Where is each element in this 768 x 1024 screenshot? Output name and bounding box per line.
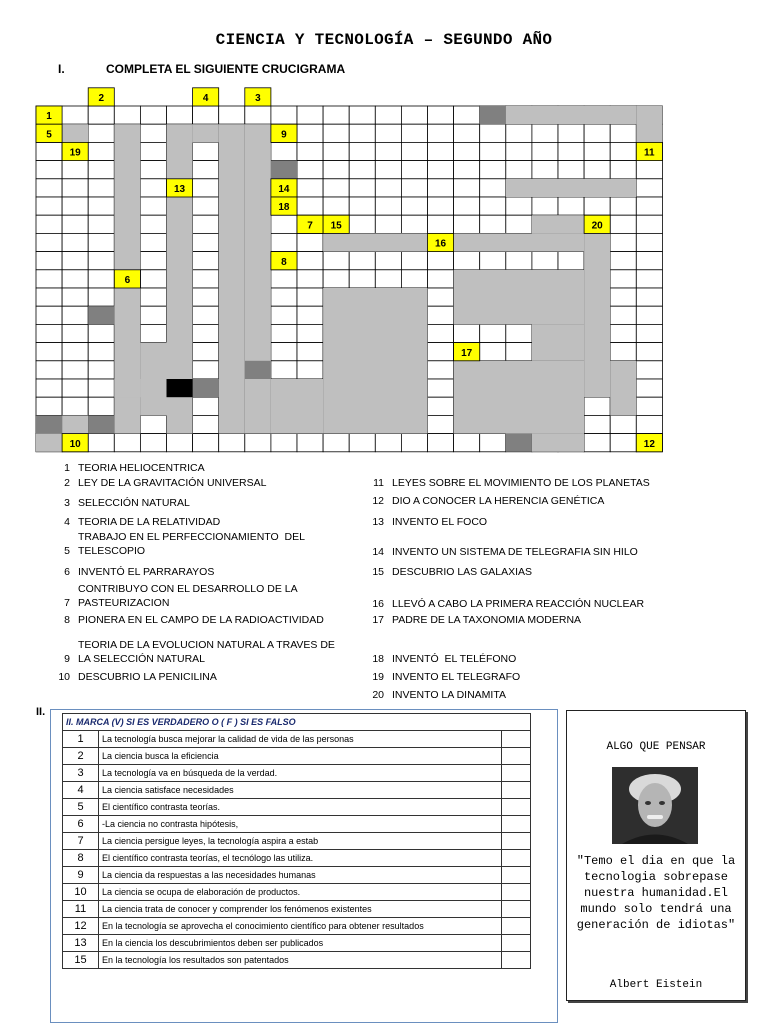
clue-number: 2 bbox=[98, 93, 105, 104]
table-row bbox=[63, 731, 531, 748]
row-number: 15 bbox=[63, 952, 99, 969]
clue-number: 15 bbox=[330, 220, 342, 232]
statement-text: La ciencia da respuestas a las necesidades humanas bbox=[99, 867, 502, 884]
clue-number: 8 bbox=[281, 256, 287, 268]
answer-cell[interactable] bbox=[502, 799, 531, 816]
table-row bbox=[63, 765, 531, 782]
clue-item-text: INVENTÓ EL TELÉFONO bbox=[392, 653, 517, 665]
statement-text: La tecnología va en búsqueda de la verdad. bbox=[99, 765, 502, 782]
clue-number: 10 bbox=[69, 438, 81, 450]
row-number: 7 bbox=[63, 833, 99, 850]
statement-text: La ciencia persigue leyes, la tecnología aspira a estab bbox=[99, 833, 502, 850]
clue-item-text: DESCUBRIO LA PENICILINA bbox=[78, 671, 217, 683]
statement-text: La tecnología busca mejorar la calidad de vida de las personas bbox=[99, 731, 502, 748]
answer-cell[interactable] bbox=[502, 867, 531, 884]
table-row bbox=[63, 816, 531, 833]
table-row bbox=[63, 867, 531, 884]
quote-title: ALGO QUE PENSAR bbox=[606, 741, 706, 753]
clue-item-text: INVENTO EL FOCO bbox=[392, 516, 488, 528]
page-title: CIENCIA Y TECNOLOGÍA – SEGUNDO AÑO bbox=[215, 31, 553, 49]
clue-item-text: LEY DE LA GRAVITACIÓN UNIVERSAL bbox=[78, 477, 267, 489]
statement-text: El científico contrasta teorías, el tecnólogo las utiliza. bbox=[99, 850, 502, 867]
clue-number: 1 bbox=[46, 111, 52, 123]
table-row bbox=[63, 850, 531, 867]
section-1-number: I. bbox=[58, 62, 65, 76]
true-false-header-row bbox=[63, 714, 531, 731]
true-false-header: II. MARCA (V) SI ES VERDADERO O ( F ) SI ES FALSO bbox=[63, 714, 531, 731]
clue-item-text: CONTRIBUYO CON EL DESARROLLO DE LA PASTEURIZACION bbox=[78, 583, 298, 609]
answer-cell[interactable] bbox=[502, 884, 531, 901]
clue-item-number: 11 bbox=[373, 477, 384, 489]
clue-number: 18 bbox=[278, 202, 290, 214]
table-row bbox=[63, 935, 531, 952]
quote-author: Albert Eistein bbox=[609, 979, 703, 991]
row-number: 6 bbox=[63, 816, 99, 833]
clue-item-number: 14 bbox=[372, 546, 384, 558]
answer-cell[interactable] bbox=[502, 935, 531, 952]
true-false-table bbox=[62, 713, 531, 969]
statement-text: En la tecnología los resultados son patentados bbox=[99, 952, 502, 969]
row-number: 10 bbox=[63, 884, 99, 901]
clue-number: 13 bbox=[173, 184, 186, 195]
clue-item-number: 19 bbox=[372, 671, 384, 683]
table-row bbox=[63, 799, 531, 816]
table-row bbox=[63, 901, 531, 918]
row-number: 5 bbox=[63, 799, 99, 816]
row-number: 2 bbox=[63, 748, 99, 765]
clue-number: 5 bbox=[46, 129, 52, 141]
clue-item-number: 9 bbox=[64, 653, 70, 665]
answer-cell[interactable] bbox=[502, 850, 531, 867]
clue-number: 6 bbox=[124, 275, 131, 286]
clue-number: 3 bbox=[255, 93, 261, 104]
quote-panel bbox=[566, 710, 746, 1001]
clue-item-text: TEORIA DE LA RELATIVIDAD bbox=[78, 516, 221, 528]
answer-cell[interactable] bbox=[502, 816, 531, 833]
quote-text: "Temo el dia en que la tecnologia sobrepase nuestra humanidad.El mundo solo tendrá una generación de idiotas" bbox=[576, 854, 736, 932]
clue-item-number: 3 bbox=[64, 497, 70, 509]
statement-text: -La ciencia no contrasta hipótesis, bbox=[99, 816, 502, 833]
clue-number: 9 bbox=[281, 129, 287, 141]
section-2-number: II. bbox=[36, 706, 46, 718]
clue-item-number: 12 bbox=[372, 495, 384, 507]
table-row bbox=[63, 782, 531, 799]
clue-item-text: TEORIA DE LA EVOLUCION NATURAL A TRAVES DE LA SELECCIÓN NATURAL bbox=[78, 639, 335, 665]
statement-text: En la ciencia los descubrimientos deben ser publicados bbox=[99, 935, 502, 952]
statement-text: La ciencia trata de conocer y comprender los fenómenos existentes bbox=[99, 901, 502, 918]
clue-item-number: 20 bbox=[372, 689, 384, 701]
table-row bbox=[63, 748, 531, 765]
clue-item-text: LLEVÓ A CABO LA PRIMERA REACCIÓN NUCLEAR bbox=[392, 598, 645, 610]
clue-item-number: 10 bbox=[58, 671, 70, 683]
section-1-title: COMPLETA EL SIGUIENTE CRUCIGRAMA bbox=[106, 62, 346, 76]
row-number: 3 bbox=[63, 765, 99, 782]
clue-item-number: 8 bbox=[64, 614, 70, 626]
clue-number: 7 bbox=[307, 220, 313, 232]
clue-item-number: 7 bbox=[64, 597, 70, 609]
clue-number: 11 bbox=[644, 147, 655, 159]
statement-text: La ciencia busca la eficiencia bbox=[99, 748, 502, 765]
table-row bbox=[63, 952, 531, 969]
clue-number: 14 bbox=[278, 184, 290, 195]
row-number: 12 bbox=[63, 918, 99, 935]
row-number: 11 bbox=[63, 901, 99, 918]
clue-item-text: DESCUBRIO LAS GALAXIAS bbox=[392, 566, 533, 578]
clue-item-number: 17 bbox=[372, 614, 384, 626]
clue-item-number: 1 bbox=[64, 462, 70, 474]
clue-number: 20 bbox=[591, 220, 603, 232]
table-row bbox=[63, 833, 531, 850]
clue-item-number: 15 bbox=[372, 566, 384, 578]
clue-number: 17 bbox=[461, 347, 473, 359]
statement-text: La ciencia se ocupa de elaboración de productos. bbox=[99, 884, 502, 901]
portrait-image bbox=[612, 767, 698, 844]
clue-item-text: TRABAJO EN EL PERFECCIONAMIENTO DEL TELESCOPIO bbox=[78, 531, 305, 557]
clue-number: 19 bbox=[69, 147, 81, 159]
clue-item-number: 16 bbox=[372, 598, 384, 610]
clue-item-text: PIONERA EN EL CAMPO DE LA RADIOACTIVIDAD bbox=[78, 614, 324, 626]
row-number: 9 bbox=[63, 867, 99, 884]
clue-item-text: DIO A CONOCER LA HERENCIA GENÉTICA bbox=[392, 495, 605, 507]
row-number: 13 bbox=[63, 935, 99, 952]
clue-item-number: 4 bbox=[64, 516, 70, 528]
clue-item-text: TEORIA HELIOCENTRICA bbox=[78, 462, 205, 474]
row-number: 4 bbox=[63, 782, 99, 799]
clue-number: 16 bbox=[434, 238, 447, 250]
answer-cell[interactable] bbox=[502, 952, 531, 969]
statement-text: El científico contrasta teorías. bbox=[99, 799, 502, 816]
clue-item-text: INVENTO EL TELEGRAFO bbox=[392, 671, 521, 683]
clue-item-text: SELECCIÓN NATURAL bbox=[78, 497, 190, 509]
answer-cell[interactable] bbox=[502, 731, 531, 748]
clue-number: 4 bbox=[202, 93, 209, 104]
clue-item-number: 2 bbox=[64, 477, 70, 489]
clue-item-number: 13 bbox=[372, 516, 384, 528]
answer-cell[interactable] bbox=[502, 833, 531, 850]
clue-item-text: LEYES SOBRE EL MOVIMIENTO DE LOS PLANETAS bbox=[392, 477, 650, 489]
answer-cell[interactable] bbox=[502, 782, 531, 799]
clue-number: 12 bbox=[643, 438, 655, 450]
clue-item-number: 6 bbox=[64, 566, 70, 578]
clue-item-text: INVENTO LA DINAMITA bbox=[392, 689, 506, 701]
clue-item-number: 5 bbox=[64, 545, 70, 557]
answer-cell[interactable] bbox=[502, 918, 531, 935]
table-row bbox=[63, 918, 531, 935]
clue-item-text: INVENTO UN SISTEMA DE TELEGRAFIA SIN HILO bbox=[392, 546, 638, 558]
answer-cell[interactable] bbox=[502, 765, 531, 782]
statement-text: La ciencia satisface necesidades bbox=[99, 782, 502, 799]
clue-item-number: 18 bbox=[372, 653, 384, 665]
clue-item-text: INVENTÓ EL PARRARAYOS bbox=[78, 566, 215, 578]
statement-text: En la tecnología se aprovecha el conocimiento científico para obtener resultados bbox=[99, 918, 502, 935]
clue-item-text: PADRE DE LA TAXONOMIA MODERNA bbox=[392, 614, 582, 626]
row-number: 1 bbox=[63, 731, 99, 748]
table-row bbox=[63, 884, 531, 901]
answer-cell[interactable] bbox=[502, 901, 531, 918]
row-number: 8 bbox=[63, 850, 99, 867]
answer-cell[interactable] bbox=[502, 748, 531, 765]
